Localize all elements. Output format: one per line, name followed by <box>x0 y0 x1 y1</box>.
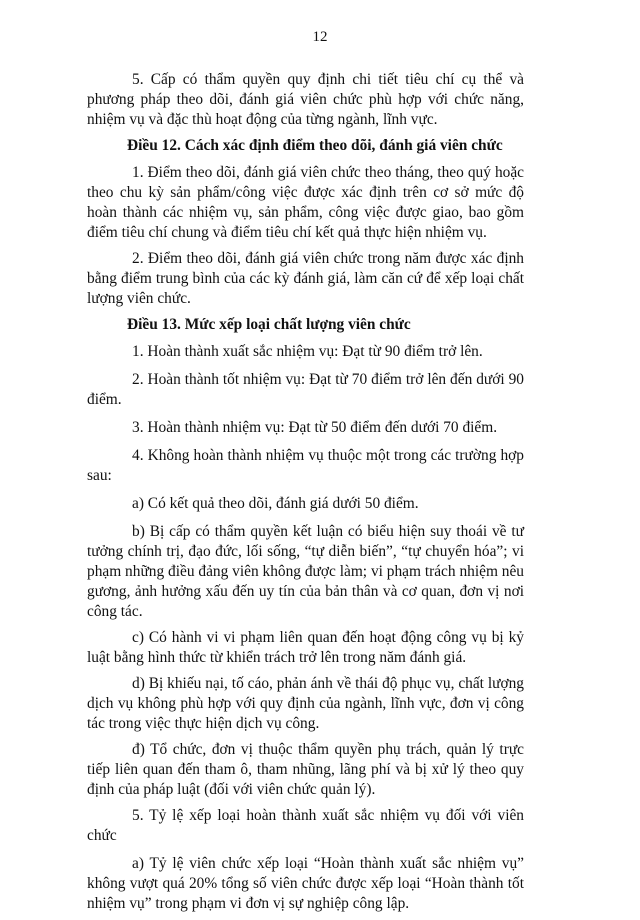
article-13-clause-1: 1. Hoàn thành xuất sắc nhiệm vụ: Đạt từ 90 điểm trở lên. <box>132 343 483 360</box>
article-12-clause-2: 2. Điểm theo dõi, đánh giá viên chức trong năm được xác định bằng điểm trung bình của các kỳ đánh giá, làm căn cứ để xếp loại chất lượng viên chức. <box>87 250 524 307</box>
article-13-clause-4: 4. Không hoàn thành nhiệm vụ thuộc một trong các trường hợp sau: <box>87 447 524 484</box>
article-12-heading: Điều 12. Cách xác định điểm theo dõi, đánh giá viên chức <box>127 137 503 154</box>
article-13-clause-3: 3. Hoàn thành nhiệm vụ: Đạt từ 50 điểm đến dưới 70 điểm. <box>132 419 498 436</box>
clause-4-point-c: c) Có hành vi vi phạm liên quan đến hoạt động công vụ bị kỷ luật bằng hình thức từ khiển trách trở lên trong năm đánh giá. <box>87 629 524 666</box>
paragraph-clause-5: 5. Cấp có thẩm quyền quy định chi tiết tiêu chí cụ thể và phương pháp theo dõi, đánh giá viên chức phù hợp với chức năng, nhiệm vụ và đặc thù hoạt động của từng ngành, lĩnh vực. <box>87 71 524 128</box>
clause-4-point-b: b) Bị cấp có thẩm quyền kết luận có biểu hiện suy thoái về tư tưởng chính trị, đạo đức, lối sống, “tự diễn biến”, “tự chuyển hóa”; vi phạm những điều đảng viên không được làm; vi phạm trách nhiệm nêu gương, ảnh hưởng xấu đến uy tín của bản thân và cơ quan, đơn vị nơi công tác. <box>87 523 524 620</box>
clause-4-point-a: a) Có kết quả theo dõi, đánh giá dưới 50 điểm. <box>132 495 419 512</box>
article-13-heading: Điều 13. Mức xếp loại chất lượng viên chức <box>127 316 411 333</box>
clause-4-point-d: d) Bị khiếu nại, tố cáo, phản ánh về thái độ phục vụ, chất lượng dịch vụ không phù hợp với quy định của ngành, lĩnh vực, đơn vị công tác trong việc thực hiện dịch vụ công. <box>87 675 524 732</box>
article-12-clause-1: 1. Điểm theo dõi, đánh giá viên chức theo tháng, theo quý hoặc theo chu kỳ sản phẩm/công việc được xác định trên cơ sở mức độ hoàn thành các nhiệm vụ, sản phẩm, công việc được giao, bao gồm điểm tiêu chí chung và điểm tiêu chí kết quả thực hiện nhiệm vụ. <box>87 164 524 241</box>
article-13-clause-2: 2. Hoàn thành tốt nhiệm vụ: Đạt từ 70 điểm trở lên đến dưới 90 điểm. <box>87 371 524 408</box>
clause-5-point-a: a) Tỷ lệ viên chức xếp loại “Hoàn thành xuất sắc nhiệm vụ” không vượt quá 20% tổng số viên chức được xếp loại “Hoàn thành tốt nhiệm vụ” trong phạm vi đơn vị sự nghiệp công lập. <box>87 855 524 912</box>
clause-4-point-dd: đ) Tổ chức, đơn vị thuộc thẩm quyền phụ trách, quản lý trực tiếp liên quan đến tham ô, tham nhũng, lãng phí và bị xử lý theo quy định của pháp luật (đối với viên chức quản lý). <box>87 741 524 798</box>
document-body <box>0 70 640 920</box>
page-number: 12 <box>312 29 328 45</box>
article-13-clause-5: 5. Tỷ lệ xếp loại hoàn thành xuất sắc nhiệm vụ đối với viên chức <box>87 807 524 844</box>
